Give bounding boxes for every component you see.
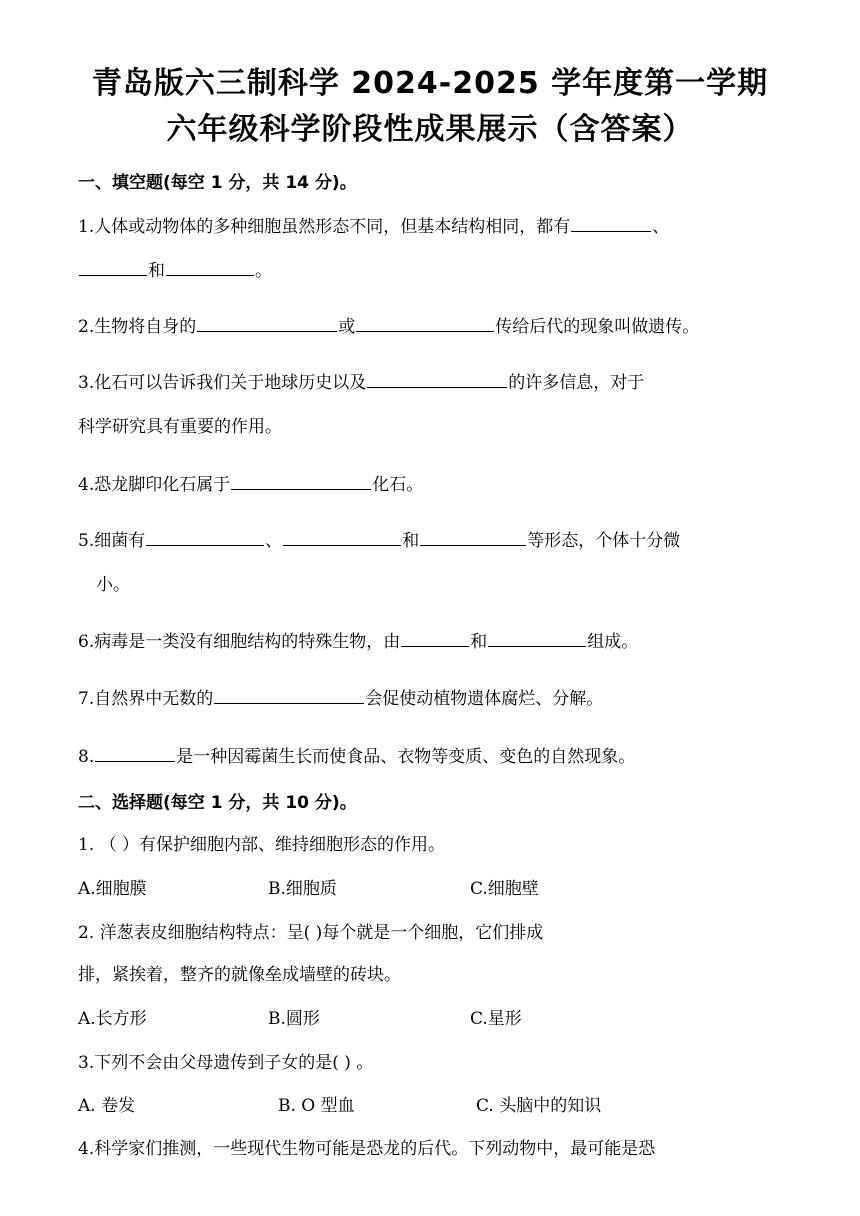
question-text: 7.自然界中无数的 xyxy=(78,689,214,709)
answer-blank[interactable] xyxy=(420,527,526,546)
answer-blank[interactable] xyxy=(488,628,586,647)
page-title: 青岛版六三制科学 2024-2025 学年度第一学期 xyxy=(91,66,769,101)
answer-blank[interactable] xyxy=(214,685,364,704)
mc-question-3: 3.下列不会由父母遗传到子女的是( ) 。 xyxy=(78,1053,374,1073)
answer-blank[interactable] xyxy=(356,313,494,332)
question-text: 4.恐龙脚印化石属于 xyxy=(78,475,231,495)
answer-blank[interactable] xyxy=(571,213,651,232)
mc2-option-a[interactable]: A.长方形 xyxy=(78,1009,147,1029)
question-5-line-1 xyxy=(78,526,680,551)
question-text: 、 xyxy=(652,217,670,237)
section-heading-fill-in: 一、填空题(每空 1 分，共 14 分)。 xyxy=(78,173,357,193)
answer-blank[interactable] xyxy=(95,743,175,762)
question-text: 和 xyxy=(470,632,488,652)
question-1-line-2 xyxy=(78,256,272,281)
answer-blank[interactable] xyxy=(79,257,147,276)
mc3-option-b[interactable]: B. O 型血 xyxy=(278,1096,355,1116)
question-7 xyxy=(78,684,603,709)
question-3-line-1 xyxy=(78,368,644,393)
question-text: 和 xyxy=(148,261,165,281)
answer-blank[interactable] xyxy=(197,313,337,332)
question-4 xyxy=(78,470,423,495)
mc2-option-b[interactable]: B.圆形 xyxy=(268,1009,320,1029)
page-subtitle: 六年级科学阶段性成果展示（含答案） xyxy=(166,112,694,147)
question-8 xyxy=(78,742,635,767)
question-1-line-1 xyxy=(78,212,669,237)
answer-blank[interactable] xyxy=(283,527,401,546)
answer-blank[interactable] xyxy=(367,369,507,388)
answer-blank[interactable] xyxy=(146,527,264,546)
question-text: 8. xyxy=(78,747,95,767)
mc2-option-c[interactable]: C.星形 xyxy=(470,1009,522,1029)
question-5-line-2: 小。 xyxy=(96,575,130,595)
question-text: 会促使动植物遗体腐烂、分解。 xyxy=(365,689,604,709)
mc3-option-c[interactable]: C. 头脑中的知识 xyxy=(476,1096,602,1116)
question-text: 的许多信息，对于 xyxy=(508,373,645,393)
question-text: 和 xyxy=(402,531,420,551)
section-heading-multiple-choice: 二、选择题(每空 1 分，共 10 分)。 xyxy=(78,793,357,813)
mc1-option-b[interactable]: B.细胞质 xyxy=(268,879,337,899)
question-2 xyxy=(78,312,699,337)
question-text: 等形态，个体十分微 xyxy=(527,531,681,551)
question-text: 或 xyxy=(338,317,356,337)
question-text: 3.化石可以告诉我们关于地球历史以及 xyxy=(78,373,367,393)
answer-blank[interactable] xyxy=(166,257,254,276)
question-text: 组成。 xyxy=(587,632,639,652)
mc-question-1: 1. （ ）有保护细胞内部、维持细胞形态的作用。 xyxy=(78,835,446,855)
question-text: 是一种因霉菌生长而使食品、衣物等变质、变色的自然现象。 xyxy=(176,747,636,767)
mc-question-4: 4.科学家们推测，一些现代生物可能是恐龙的后代。下列动物中，最可能是恐 xyxy=(78,1139,656,1159)
mc-question-2-line-1: 2. 洋葱表皮细胞结构特点：呈( )每个就是一个细胞，它们排成 xyxy=(78,923,544,943)
question-3-line-2: 科学研究具有重要的作用。 xyxy=(78,417,282,437)
mc1-option-c[interactable]: C.细胞壁 xyxy=(470,879,539,899)
question-text: 、 xyxy=(265,531,283,551)
question-text: 6.病毒是一类没有细胞结构的特殊生物，由 xyxy=(78,632,401,652)
question-text: 。 xyxy=(255,261,272,281)
question-text: 化石。 xyxy=(372,475,424,495)
mc-question-2-line-2: 排，紧挨着，整齐的就像垒成墙壁的砖块。 xyxy=(78,965,401,985)
question-text: 5.细菌有 xyxy=(78,531,146,551)
mc1-option-a[interactable]: A.细胞膜 xyxy=(78,879,147,899)
question-6 xyxy=(78,627,638,652)
question-text: 传给后代的现象叫做遗传。 xyxy=(495,317,700,337)
mc3-option-a[interactable]: A. 卷发 xyxy=(78,1096,136,1116)
answer-blank[interactable] xyxy=(401,628,469,647)
question-text: 1.人体或动物体的多种细胞虽然形态不同，但基本结构相同，都有 xyxy=(78,217,571,237)
answer-blank[interactable] xyxy=(231,471,371,490)
question-text: 2.生物将自身的 xyxy=(78,317,197,337)
